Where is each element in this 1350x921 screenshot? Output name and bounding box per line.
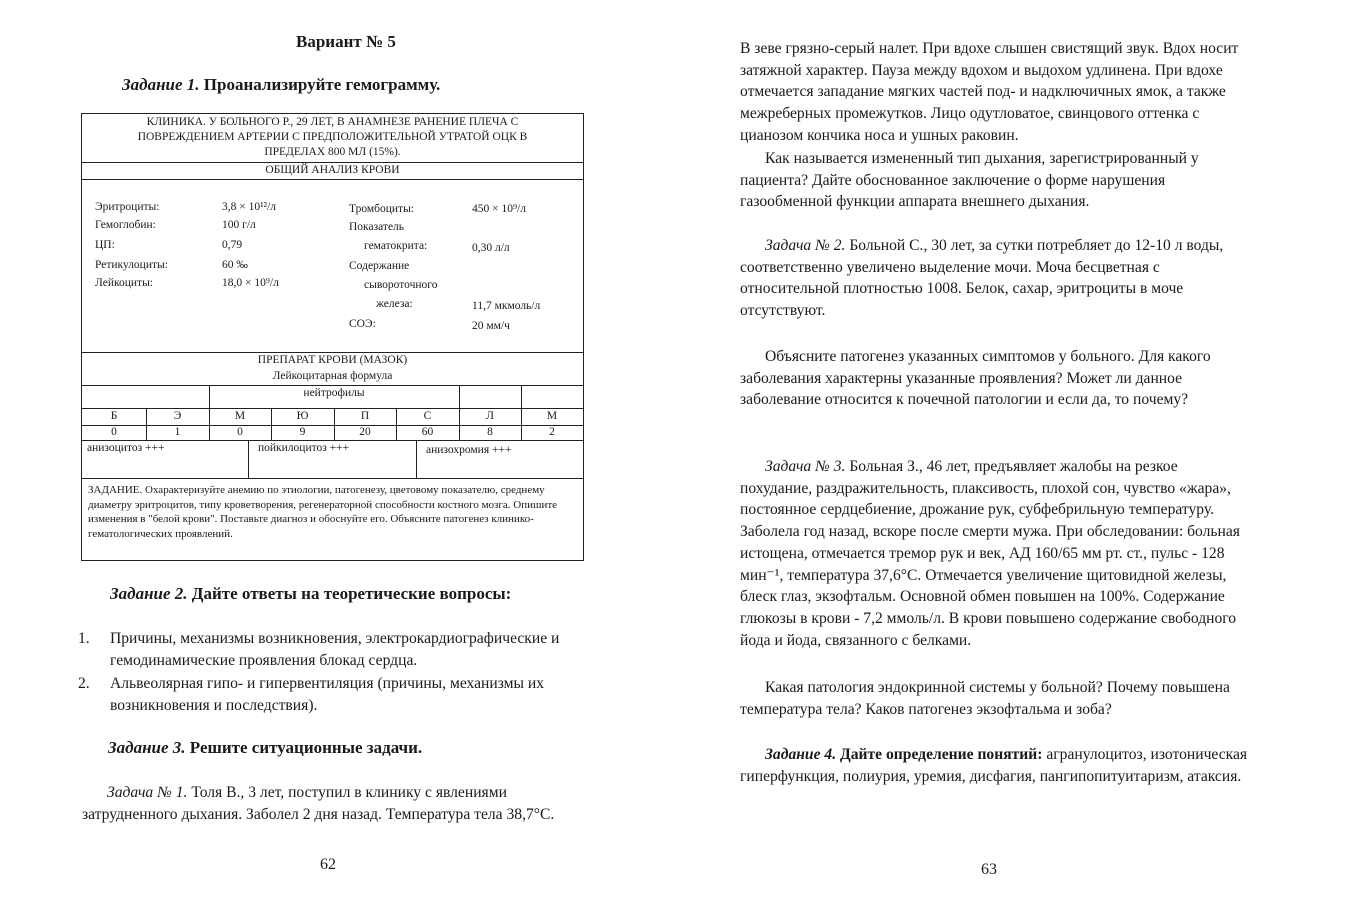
question-number: 2. bbox=[78, 675, 90, 692]
task3-title: Решите ситуационные задачи. bbox=[189, 738, 423, 757]
question-item bbox=[78, 628, 593, 671]
formula-val-band: 20 bbox=[359, 426, 371, 438]
question-text: Альвеолярная гипо- и гипервентиляция (причины, механизмы их возникновения и последствия). bbox=[110, 675, 545, 714]
problem2-label: Задача № 2. bbox=[765, 237, 846, 254]
task1-title: Проанализируйте гемограмму. bbox=[203, 75, 441, 94]
hemoglobin-value: 100 г/л bbox=[222, 219, 256, 231]
serum-iron-label-2: сывороточного bbox=[364, 279, 438, 291]
divider bbox=[82, 385, 583, 386]
color-index-value: 0,79 bbox=[222, 239, 243, 251]
divider bbox=[82, 408, 583, 409]
problem2-text: Больной С., 30 лет, за сутки потребляет до 12-10 л воды, соответственно увеличено выделение мочи. Моча бесцветная с относительной плотностью 1008. Белок, сахар, эритроциты в моче отсутствуют. bbox=[740, 237, 1224, 320]
task2-title: Дайте ответы на теоретические вопросы: bbox=[191, 584, 512, 603]
hematocrit-value: 0,30 л/л bbox=[472, 242, 510, 254]
problem3-label: Задача № 3. bbox=[765, 458, 846, 475]
formula-col-myelocytes: М bbox=[234, 410, 246, 422]
clinic-header-line-3: ПРЕДЕЛАХ 800 МЛ (15%). bbox=[264, 146, 401, 158]
variant-title: Вариант № 5 bbox=[296, 32, 396, 51]
problem1-label: Задача № 1. bbox=[107, 784, 188, 801]
reticulocytes-value: 60 ‰ bbox=[222, 259, 248, 271]
clinic-header-line-1: КЛИНИКА. У БОЛЬНОГО Р., 29 ЛЕТ, В АНАМНЕЗЕ РАНЕНИЕ ПЛЕЧА С bbox=[146, 116, 519, 128]
task4-paragraph bbox=[740, 744, 1252, 787]
morphology-poikilocytosis: пойкилоцитоз +++ bbox=[258, 442, 350, 454]
page-number-right: 63 bbox=[981, 861, 997, 878]
formula-val-metamyelocytes: 9 bbox=[299, 426, 306, 438]
problem1-question: Как называется измененный тип дыхания, зарегистрированный у пациента? Дайте обоснованное заключение о форме нарушения газообменной функции аппарата внешнего дыхания. bbox=[740, 150, 1199, 211]
problem3-paragraph bbox=[740, 456, 1252, 651]
formula-val-segmented: 60 bbox=[421, 426, 434, 438]
hemoglobin-label: Гемоглобин: bbox=[95, 219, 156, 231]
formula-col-segmented: С bbox=[423, 410, 432, 422]
hematocrit-label-2: гематокрита: bbox=[364, 240, 428, 252]
task1-number: Задание 1. bbox=[122, 75, 200, 94]
formula-col-basophils: Б bbox=[110, 410, 118, 422]
morphology-anisocytosis: анизоцитоз +++ bbox=[87, 442, 165, 454]
problem2-paragraph bbox=[740, 235, 1252, 322]
task1-heading bbox=[122, 75, 440, 95]
erythrocytes-label: Эритроциты: bbox=[95, 201, 160, 213]
question-text: Причины, механизмы возникновения, электрокардиографические и гемодинамические проявления блокад сердца. bbox=[110, 630, 560, 669]
task4-text: агранулоцитоз, изотоническая гиперфункция, полиурия, уремия, дисфагия, пангипопитуитаризм, атаксия. bbox=[740, 746, 1248, 785]
smear-header: ПРЕПАРАТ КРОВИ (МАЗОК) bbox=[257, 354, 408, 366]
task4-title: Дайте определение понятий: bbox=[840, 746, 1043, 763]
formula-val-myelocytes: 0 bbox=[237, 426, 243, 438]
right-page bbox=[675, 0, 1350, 921]
divider bbox=[82, 440, 583, 441]
clinic-header-line-2: ПОВРЕЖДЕНИЕМ АРТЕРИИ С ПРЕДПОЛОЖИТЕЛЬНОЙ УТРАТОЙ ОЦК В bbox=[137, 131, 528, 143]
assignment-text: ЗАДАНИЕ. Охарактеризуйте анемию по этиологии, патогенезу, цветовому показателю, среднему диаметру эритроцитов, типу кроветворения, регенераторной способности костного мозга. Опишите изменения в "белой крови". Поставьте диагноз и обоснуйте его. Объясните патогенез клинико-гематологических проявлений. bbox=[88, 484, 558, 540]
esr-value: 20 мм/ч bbox=[472, 320, 510, 332]
cbc-header: ОБЩИЙ АНАЛИЗ КРОВИ bbox=[265, 164, 400, 176]
problem1-continuation: В зеве грязно-серый налет. При вдохе слышен свистящий звук. Вдох носит затяжной характер. Пауза между вдохом и выдохом удлинена. При вдохе отмечается западание мягких частей под- и надключичных ямок, а также межреберных промежутков. Лицо одутловатое, свинцового оттенка с цианозом кончика носа и ушных раковин. bbox=[740, 40, 1239, 144]
formula-col-eosinophils: Э bbox=[173, 410, 182, 422]
problem1-paragraph bbox=[82, 782, 590, 825]
esr-label: СОЭ: bbox=[349, 318, 376, 330]
serum-iron-label-1: Содержание bbox=[349, 260, 410, 272]
formula-val-monocytes: 2 bbox=[549, 426, 555, 438]
hemogram-box bbox=[81, 113, 584, 561]
problem3-text: Больная З., 46 лет, предъявляет жалобы на резкое похудание, раздражительность, плаксивость, плохой сон, чувство «жара», постоянное сердцебиение, дрожание рук, субфебрильную температуру. Заболела год назад, вскоре после смерти мужа. При обследовании: больная истощена, отмечается тремор рук и век, АД 160/65 мм рт. ст., пульс - 128 мин⁻¹, температура 37,6°С. Отмечается увеличение щитовидной железы, блеск глаз, экзофтальм. Основной обмен повышен на 100%. Содержание глюкозы в крови - 7,2 ммоль/л. В крови повышено содержание свободного йода и йода, связанного с белками. bbox=[740, 458, 1240, 649]
task3-number: Задание 3. bbox=[108, 738, 186, 757]
leukocytes-label: Лейкоциты: bbox=[95, 277, 153, 289]
divider bbox=[248, 440, 249, 478]
morphology-anisochromia: анизохромия +++ bbox=[426, 444, 512, 456]
question-number: 1. bbox=[78, 630, 90, 647]
page-number-left: 62 bbox=[320, 856, 336, 873]
task2-heading bbox=[110, 584, 511, 604]
divider bbox=[82, 352, 583, 353]
task2-number: Задание 2. bbox=[110, 584, 188, 603]
formula-col-band: П bbox=[360, 410, 370, 422]
formula-header: Лейкоцитарная формула bbox=[272, 370, 393, 382]
formula-col-metamyelocytes: Ю bbox=[296, 410, 309, 422]
erythrocytes-value: 3,8 × 10¹²/л bbox=[222, 201, 276, 213]
divider bbox=[82, 478, 583, 479]
formula-col-monocytes: М bbox=[546, 410, 558, 422]
problem2-question: Объясните патогенез указанных симптомов у больного. Для какого заболевания характерны указанные проявления? Может ли данное заболевание относится к почечной патологии и если да, то почему? bbox=[740, 348, 1211, 409]
formula-col-lymphocytes: Л bbox=[486, 410, 494, 422]
platelets-value: 450 × 10⁹/л bbox=[472, 203, 526, 215]
divider bbox=[82, 179, 583, 180]
divider bbox=[416, 440, 417, 478]
color-index-label: ЦП: bbox=[95, 239, 115, 251]
reticulocytes-label: Ретикулоциты: bbox=[95, 259, 168, 271]
serum-iron-label-3: железа: bbox=[376, 298, 413, 310]
formula-val-lymphocytes: 8 bbox=[487, 426, 493, 438]
leukocytes-value: 18,0 × 10⁹/л bbox=[222, 277, 279, 289]
problem3-question: Какая патология эндокринной системы у больной? Почему повышена температура тела? Каков патогенез экзофтальма и зоба? bbox=[740, 679, 1230, 718]
formula-val-basophils: 0 bbox=[111, 426, 117, 438]
serum-iron-value: 11,7 мкмоль/л bbox=[472, 300, 541, 312]
platelets-label: Тромбоциты: bbox=[349, 203, 415, 215]
divider bbox=[82, 162, 583, 163]
hematocrit-label-1: Показатель bbox=[349, 221, 405, 233]
neutrophils-header: нейтрофилы bbox=[303, 387, 365, 399]
task3-heading bbox=[108, 738, 422, 758]
problem1-text: Толя В., 3 лет, поступил в клинику с явлениями затрудненного дыхания. Заболел 2 дня назад. Температура тела 38,7°С. bbox=[82, 784, 555, 823]
task4-heading bbox=[765, 746, 1042, 763]
question-item bbox=[78, 673, 593, 716]
formula-val-eosinophils: 1 bbox=[174, 426, 181, 438]
task4-number: Задание 4. bbox=[765, 746, 837, 763]
